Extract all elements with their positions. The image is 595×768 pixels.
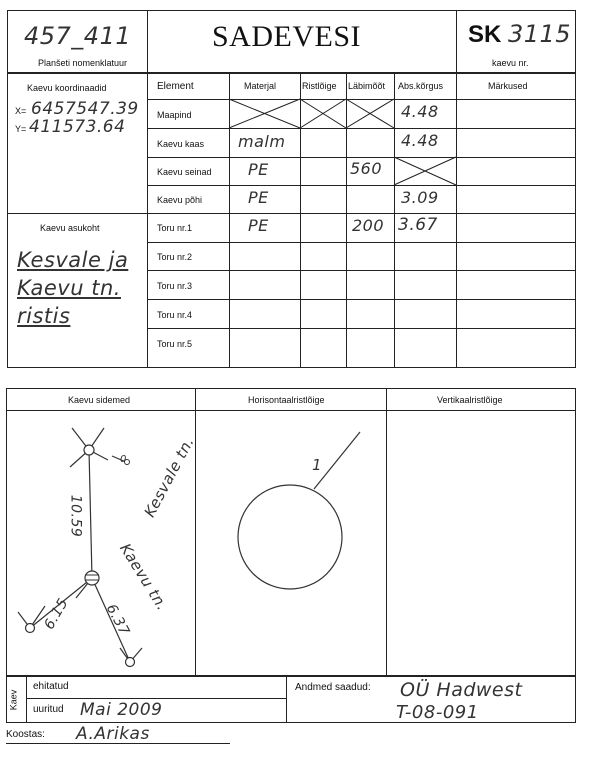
sketch-street-mid: Kaevu tn. xyxy=(116,540,172,614)
section-links-heading: Kaevu sidemed xyxy=(68,395,131,405)
coord-x-value: 6457547.39 xyxy=(31,99,139,119)
cell-materjal-pohi: PE xyxy=(248,188,269,207)
well-number: 3115 xyxy=(508,20,572,48)
cell-abs-kaas: 4.48 xyxy=(401,131,439,150)
col-header-abs: Abs.kõrgus xyxy=(398,81,444,91)
col-header-element: Element xyxy=(157,81,194,92)
col-header-markused: Märkused xyxy=(488,81,528,91)
sheet-number: 457_411 xyxy=(24,22,132,50)
table-row-element: Toru nr.5 xyxy=(157,339,193,349)
footer-compiler-label: Koostas: xyxy=(6,729,45,740)
table-row-element: Kaevu kaas xyxy=(157,139,205,149)
table-row-element: Toru nr.1 xyxy=(157,223,193,233)
location-line-2: Kaevu tn. xyxy=(17,276,121,300)
sheet-caption: Planšeti nomenklatuur xyxy=(38,58,128,68)
table-row-element: Maapind xyxy=(157,110,192,120)
section-vertical-heading: Vertikaalristlõige xyxy=(437,395,503,405)
horizontal-pipe-label: 1 xyxy=(312,456,323,474)
coord-y-value: 411573.64 xyxy=(29,117,126,137)
footer-built-label: ehitatud xyxy=(33,681,69,692)
location-line-1: Kesvale ja xyxy=(17,248,129,272)
table-row-element: Kaevu põhi xyxy=(157,195,203,205)
well-caption: kaevu nr. xyxy=(492,58,529,68)
footer-data-label: Andmed saadud: xyxy=(295,682,371,693)
well-prefix: SK xyxy=(468,21,502,48)
table-row-element: Toru nr.2 xyxy=(157,252,193,262)
page-title: SADEVESI xyxy=(212,20,362,53)
sketch-dimension-left: 6.15 xyxy=(41,595,72,633)
cell-materjal-toru1: PE xyxy=(248,216,269,235)
col-header-ristloige: Ristlõige xyxy=(302,81,337,91)
sketch-small-label: 0 xyxy=(120,454,127,465)
cell-materjal-seinad: PE xyxy=(248,160,269,179)
section-horizontal-heading: Horisontaalristlõige xyxy=(248,395,325,405)
table-row-element: Kaevu seinad xyxy=(157,167,212,177)
sketch-street-top: Kesvale tn. xyxy=(140,433,198,521)
footer-side-label: Kaev xyxy=(8,689,19,711)
cell-abs-maapind: 4.48 xyxy=(401,102,439,121)
location-heading: Kaevu asukoht xyxy=(40,223,100,233)
footer-compiler-value: A.Arikas xyxy=(76,724,150,744)
horizontal-section-circle xyxy=(238,485,342,589)
col-header-materjal: Materjal xyxy=(244,81,277,91)
location-line-3: ristis xyxy=(17,304,71,328)
table-row-element: Toru nr.3 xyxy=(157,281,193,291)
col-header-labimoot: Läbimõõt xyxy=(348,81,386,91)
cell-labimoot-seinad: 560 xyxy=(350,159,383,178)
sketch-dimension-right: 6.37 xyxy=(102,601,133,639)
cell-abs-toru1: 3.67 xyxy=(398,215,438,235)
cell-materjal-kaas: malm xyxy=(238,132,286,151)
table-row-element: Toru nr.4 xyxy=(157,310,193,320)
footer-measured-value: Mai 2009 xyxy=(80,700,163,720)
cell-labimoot-toru1: 200 xyxy=(352,216,385,235)
cell-abs-pohi: 3.09 xyxy=(401,188,439,207)
coords-heading: Kaevu koordinaadid xyxy=(27,83,107,93)
footer-data-line-2: T-08-091 xyxy=(396,702,479,723)
sketch-dimension-top: 10.59 xyxy=(67,494,84,538)
footer-data-line-1: OÜ Hadwest xyxy=(400,679,523,701)
coord-y-label: Y= xyxy=(15,124,27,134)
coord-x-label: X= xyxy=(15,106,27,116)
footer-measured-label: uuritud xyxy=(33,704,64,715)
